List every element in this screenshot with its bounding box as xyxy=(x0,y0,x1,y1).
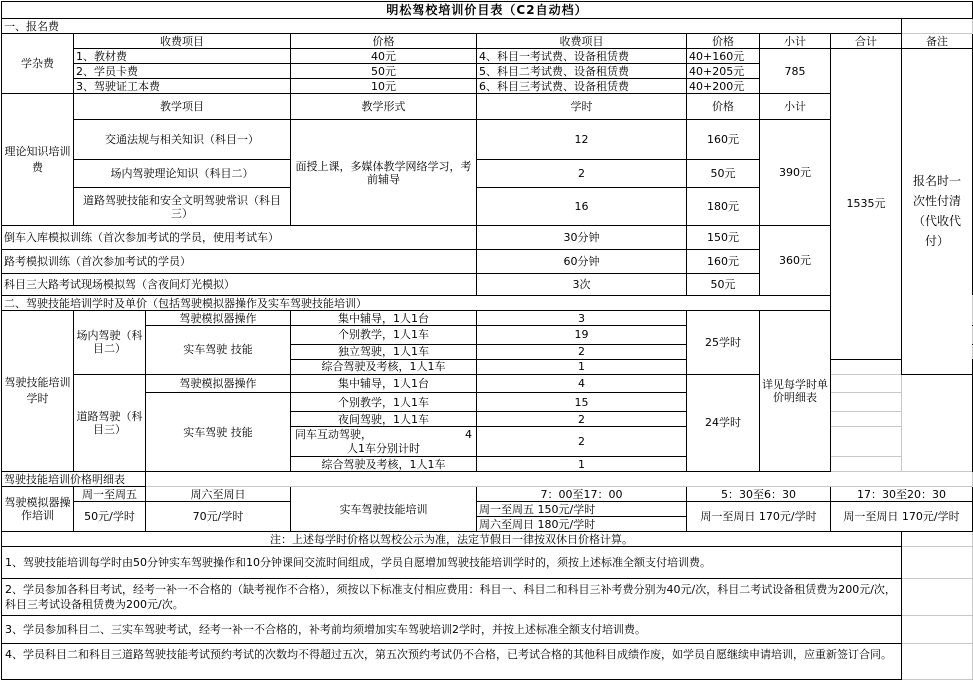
sim-item: 路考模拟训练（首次参加考试的学员） xyxy=(2,250,477,274)
note-2: 2、学员参加各科目考试，经考一补一不合格的（缺考视作不合格），须按以下标准支付相应费用：科目一、科目二和科目三补考费分别为40元/次，科目二考试设备租赁费为200元/次，科目三考试设备租赁费为200元/次。 xyxy=(2,579,902,616)
note-1: 1、驾驶技能培训每学时由50分钟实车驾驶操作和10分钟课间交流时间组成，学员自愿增加驾驶技能培训学时的，须按上述标准全额支付培训费。 xyxy=(2,547,902,579)
header-remark: 备注 xyxy=(902,34,973,49)
lesson-name xyxy=(291,427,477,457)
sim-item: 科目三大路考试现场模拟驾（含夜间灯光模拟） xyxy=(2,274,477,296)
section-registration-label: 一、报名费 xyxy=(2,19,902,34)
theory-price: 180元 xyxy=(687,188,760,226)
lesson-name: 综合驾驶及考核，1人1车 xyxy=(291,457,477,472)
fee-item: 1、教材费 xyxy=(74,49,291,64)
header-total: 合计 xyxy=(831,34,902,49)
theory-header-price: 价格 xyxy=(687,94,760,120)
theory-hours: 2 xyxy=(477,160,687,188)
theory-item: 道路驾驶技能和安全文明驾驶常识（科目三） xyxy=(74,188,291,226)
theory-fee-label: 理论知识培训费 xyxy=(2,94,74,226)
theory-item: 交通法规与相关知识（科目一） xyxy=(74,120,291,160)
lesson-hours: 2 xyxy=(477,412,687,427)
sim-weekday-price: 50元/学时 xyxy=(74,502,146,532)
theory-header-hours: 学时 xyxy=(477,94,687,120)
fee-price: 10元 xyxy=(291,79,477,94)
theory-subtotal: 390元 xyxy=(760,120,831,226)
theory-header-item: 教学项目 xyxy=(74,94,291,120)
sim-price: 150元 xyxy=(687,226,760,250)
sim-weekend-label: 周六至周日 xyxy=(146,487,291,502)
lesson-name-line1: 同车互动驾驶， xyxy=(295,427,372,441)
road-real-label: 实车驾驶 技能 xyxy=(146,393,291,472)
fee-item: 3、驾驶证工本费 xyxy=(74,79,291,94)
header-fee-item-2: 收费项目 xyxy=(477,34,687,49)
lesson-name: 独立驾驶，1人1车 xyxy=(291,344,477,359)
lesson-hours: 2 xyxy=(477,427,687,457)
lesson-hours: 2 xyxy=(477,344,687,359)
header-price-2: 价格 xyxy=(687,34,760,49)
road-total-hours: 24学时 xyxy=(687,374,760,471)
sim-weekday-label: 周一至周五 xyxy=(74,487,146,502)
note-4: 4、学员科目二和科目三道路驾驶技能考试预约考试的次数均不得超过五次，第五次预约考试仍不合格，已考试合格的其他科目成绩作废，如学员自愿继续申请培训，应重新签订合同。 xyxy=(2,644,902,680)
price-detail-label: 驾驶技能培训价格明细表 xyxy=(2,472,146,487)
lesson-hours: 1 xyxy=(477,359,687,374)
lesson-name: 综合驾驶及考核，1人1车 xyxy=(291,359,477,374)
theory-hours: 12 xyxy=(477,120,687,160)
remark-note: 报名时一次性付清（代收代付） xyxy=(902,49,973,375)
misc-subtotal: 785 xyxy=(760,49,831,94)
notes-header: 注：上述每学时价格以驾校公示为准，法定节假日一律按双休日价格计算。 xyxy=(2,532,902,547)
price-table xyxy=(1,1,973,680)
header-subtotal: 小计 xyxy=(760,34,831,49)
theory-item: 场内驾驶理论知识（科目二） xyxy=(74,160,291,188)
timeslot-day: 7：00至17：00 xyxy=(477,487,687,502)
note-3: 3、学员参加科目二、三实车驾驶考试，经考一补一不合格的，补考前均须增加实车驾驶培训2学时，并按上述标准全额支付培训费。 xyxy=(2,616,902,644)
header-fee-item: 收费项目 xyxy=(74,34,291,49)
sim-price: 50元 xyxy=(687,274,760,296)
lesson-hours: 4 xyxy=(477,374,687,393)
lesson-hours: 15 xyxy=(477,393,687,412)
field-real-label: 实车驾驶 技能 xyxy=(146,326,291,375)
theory-header-form: 教学形式 xyxy=(291,94,477,120)
evening-price: 周一至周日 170元/学时 xyxy=(831,502,973,532)
lesson-name: 集中辅导，1人1台 xyxy=(291,311,477,326)
sim-price: 160元 xyxy=(687,250,760,274)
morning-price: 周一至周日 170元/学时 xyxy=(687,502,831,532)
fee-price: 50元 xyxy=(291,64,477,79)
fee-item: 2、学员卡费 xyxy=(74,64,291,79)
sim-weekend-price: 70元/学时 xyxy=(146,502,291,532)
fee-item-2: 6、科目三考试费、设备租赁费 xyxy=(477,79,687,94)
fee-price-2: 40+200元 xyxy=(687,79,760,94)
lesson-name: 个别教学，1人1车 xyxy=(291,393,477,412)
fee-item-2: 5、科目二考试费、设备租赁费 xyxy=(477,64,687,79)
lesson-hours: 3 xyxy=(477,311,687,326)
grand-total: 1535元 xyxy=(831,49,902,360)
lesson-name-num: 4 xyxy=(465,427,472,441)
skill-side-label: 驾驶技能培训学时 xyxy=(2,311,74,472)
theory-header-subtotal: 小计 xyxy=(760,94,831,120)
lesson-name: 个别教学，1人1车 xyxy=(291,326,477,345)
lesson-hours: 1 xyxy=(477,457,687,472)
theory-form: 面授上课，多媒体教学网络学习，考前辅导 xyxy=(291,120,477,226)
real-training-label: 实车驾驶技能培训 xyxy=(291,487,477,532)
sim-subtotal: 360元 xyxy=(760,226,831,296)
theory-price: 50元 xyxy=(687,160,760,188)
fee-price-2: 40+160元 xyxy=(687,49,760,64)
fee-price: 40元 xyxy=(291,49,477,64)
day-weekday-price: 周一至周五 150元/学时 xyxy=(477,502,687,517)
sim-hours: 3次 xyxy=(477,274,687,296)
lesson-name: 夜间驾驶，1人1车 xyxy=(291,412,477,427)
theory-price: 160元 xyxy=(687,120,760,160)
fee-price-2: 40+205元 xyxy=(687,64,760,79)
misc-fee-label: 学杂费 xyxy=(2,34,74,94)
day-weekend-price: 周六至周日 180元/学时 xyxy=(477,517,687,532)
unit-price-note: 详见每学时单价明细表 xyxy=(760,311,831,472)
lesson-hours: 19 xyxy=(477,326,687,345)
timeslot-evening: 17：30至20：30 xyxy=(831,487,973,502)
sim-hours: 30分钟 xyxy=(477,226,687,250)
road-driving-label: 道路驾驶（科目三） xyxy=(74,374,146,471)
lesson-name: 集中辅导，1人1台 xyxy=(291,374,477,393)
sim-item: 倒车入库模拟训练（首次参加考试的学员，使用考试车） xyxy=(2,226,477,250)
timeslot-morning: 5：30至6：30 xyxy=(687,487,831,502)
sim-training-label: 驾驶模拟器操作培训 xyxy=(2,487,74,532)
fee-item-2: 4、科目一考试费、设备租赁费 xyxy=(477,49,687,64)
lesson-name-line2: 人1车分别计时 xyxy=(347,441,420,455)
page-title: 明松驾校培训价目表（C2自动档） xyxy=(2,2,973,19)
sim-hours: 60分钟 xyxy=(477,250,687,274)
field-sim-label: 驾驶模拟器操作 xyxy=(146,311,291,326)
road-sim-label: 驾驶模拟器操作 xyxy=(146,374,291,393)
field-driving-label: 场内驾驶（科目二） xyxy=(74,311,146,375)
section-skill-label: 二、驾驶技能培训学时及单价（包括驾驶模拟器操作及实车驾驶技能培训） xyxy=(2,296,902,311)
header-price: 价格 xyxy=(291,34,477,49)
theory-hours: 16 xyxy=(477,188,687,226)
field-total-hours: 25学时 xyxy=(687,311,760,375)
